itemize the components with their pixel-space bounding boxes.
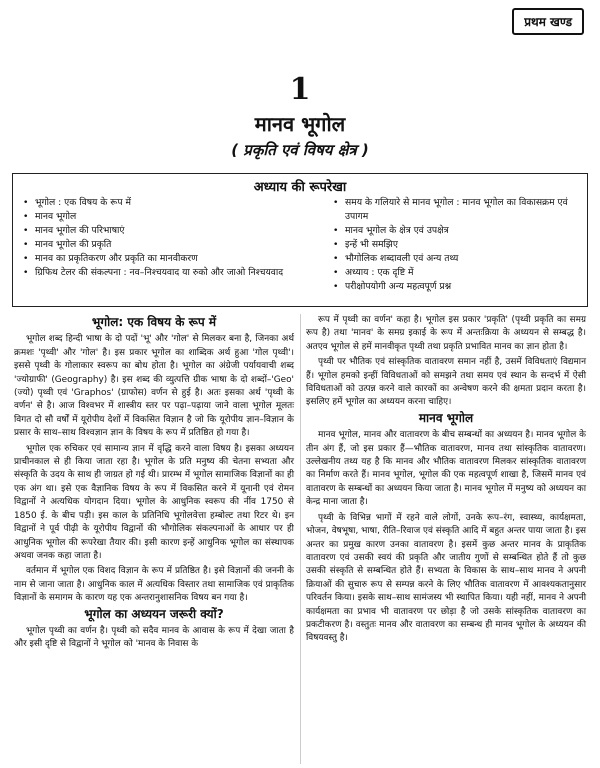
outline-item: • समय के गलियारे से मानव भूगोल : मानव भूगोल का विकासक्रम एवं उपागम (331, 196, 579, 224)
paragraph: रूप में पृथ्वी का वर्णन' कहा है। भूगोल इस प्रकार 'प्रकृति' (पृथ्वी प्रकृति का समग्र रूप है) तथा 'मानव' के समग्र इकाई के रूप में अन्तःक्रिया के अध्ययन से सम्बद्ध है। अतएव भूगोल से हमें मानवीकृत पृथ्वी तथा प्रकृति प्रभावित मानव का ज्ञान होता है। (306, 315, 586, 352)
paragraph: भूगोल पृथ्वी का वर्णन है। पृथ्वी को सदैव मानव के आवास के रूप में देखा जाता है और इसी दृष्टि से विद्वानों ने भूगोल को 'मानव के निवास के (14, 625, 294, 650)
outline-item: • इन्हें भी समझिए (331, 238, 579, 252)
section-heading: भूगोल का अध्ययन जरूरी क्यों? (84, 606, 224, 621)
outline-item: • मानव भूगोल की परिभाषाएं (21, 224, 321, 238)
paragraph: वर्तमान में भूगोल एक विशद विज्ञान के रूप में प्रतिष्ठित है। इसे विज्ञानों की जननी के नाम से जाना जाता है। आधुनिक काल में अत्यधिक विस्तार तथा सामाजिक एवं प्राकृतिक विज्ञानों के समागम के कारण यह एक अन्तरानुशासनिक विषय बन गया है। (14, 566, 294, 604)
paragraph: भूगोल शब्द हिन्दी भाषा के दो पदों 'भू' और 'गोल' से मिलकर बना है, जिनका अर्थ क्रमशः 'पृथ्वी' और 'गोल' है। इस प्रकार भूगोल का शाब्दिक अर्थ हुआ 'गोल पृथ्वी'। इससे पृथ्वी के गोलाकार स्वरूप का बोध होता है। भूगोल का अंग्रेजी पर्यायवाची शब्द 'ज्योग्राफी' (Geography) है। इस शब्द की व्युत्पत्ति ग्रीक भाषा के दो शब्दों–'Geo' (ज्यो) पृथ्वी एवं 'Graphos' (ग्राफोस) वर्णन से हुई है। अतः इसका अर्थ 'पृथ्वी के वर्णन' से है। आज विश्वभर में शास्त्रीय स्तर पर पढ़ा–पढ़ाया जाने वाला भूगोल मूलतः विगत दो सौ वर्षों में यूरोपीय देशों में विकसित विज्ञान है जो कि यूरोपीय ज्ञान–विज्ञान के प्रसार के साथ–साथ विश्वज्ञान ज्ञान के विषय के रूप में प्रतिष्ठित हो गया है। (14, 334, 294, 439)
section-heading: मानव भूगोल (418, 410, 474, 425)
chapter-title: मानव भूगोल (254, 112, 346, 136)
outline-item: • भूगोल : एक विषय के रूप में (21, 196, 321, 210)
paragraph: पृथ्वी पर भौतिक एवं सांस्कृतिक वातावरण समान नहीं है, उसमें विविधताएं विद्यमान हैं। भूगोल हमको इन्हीं विविधताओं को समझने तथा समय एवं स्थान के सन्दर्भ में ऐसी विविधताओं को उत्पन्न करने वाले कारकों का अन्वेषण करने की क्षमता प्रदान करता है। इसलिए हमें भूगोल का अध्ययन करना चाहिए। (306, 357, 586, 408)
outline-item: • मानव भूगोल के क्षेत्र एवं उपक्षेत्र (331, 224, 579, 238)
paragraph: पृथ्वी के विभिन्न भागों में रहने वाले लोगों, उनके रूप–रंग, स्वास्थ्य, कार्यक्षमता, भोजन, वेषभूषा, भाषा, रीति–रिवाज एवं संस्कृति आदि में बहुत अन्तर पाया जाता है। इस अन्तर का प्रमुख कारण उनका वातावरण है। इसमें कुछ अन्तर मानव के प्राकृतिक वातावरण एवं उसकी स्वयं की प्रकृति और जातीय गुणों से सम्बन्धित होते हैं तो कुछ उसकी संस्कृति से सम्बन्धित होते हैं। सभ्यता के विकास के साथ–साथ मानव ने अपनी क्रियाओं की सुचारु रूप से सम्पन्न करने के लिए भौतिक वातावरण में आवश्यकतानुसार परिवर्तन किया। इसके साथ–साथ सामंजस्य भी स्थापित किया। यही नहीं, मानव ने अपनी कार्यक्षमता का प्रभाव भी वातावरण पर छोड़ा है जो उसके सांस्कृतिक वातावरण का प्रकटीकरण है। वस्तुतः मानव और वातावरण का सम्बन्ध ही मानव भूगोल के अध्ययन की विषयवस्तु है। (306, 512, 586, 644)
chapter-subtitle: ( प्रकृति एवं विषय क्षेत्र ) (231, 141, 369, 159)
paragraph: मानव भूगोल, मानव और वातावरण के बीच सम्बन्धों का अध्ययन है। मानव भूगोल के तीन अंग हैं, जो इस प्रकार हैं—भौतिक वातावरण, मानव तथा सांस्कृतिक वातावरण। उल्लेखनीय तथ्य यह है कि मानव और भौतिक वातावरण मिलकर सांस्कृतिक वातावरण का निर्माण करते हैं। मानव भूगोल, भूगोल की एक महत्वपूर्ण शाखा है, जिसमें मानव एवं वातावरण के सम्बन्धों का अध्ययन किया जाता है। मानव भूगोल में मनुष्य को अध्ययन का केन्द्र माना जाता है। (306, 430, 586, 508)
section-heading: भूगोल: एक विषय के रूप में (91, 315, 217, 329)
outline-item: • परीक्षोपयोगी अन्य महत्वपूर्ण प्रश्न (331, 280, 579, 294)
chapter-number: 1 (289, 72, 311, 107)
column-divider (300, 314, 301, 764)
outline-right-list (331, 196, 579, 294)
paragraph: भूगोल एक रुचिकर एवं सामान्य ज्ञान में वृद्धि करने वाला विषय है। इसका अध्ययन प्राचीनकाल से ही किया जाता रहा है। भूगोल के प्रति मनुष्य की चेतना सभ्यता और संस्कृति के उदय के साथ ही जाग्रत हो गई थी। प्रारम्भ में भूगोल सामाजिक विज्ञानों का ही एक अंग था। इसे एक वैज्ञानिक विषय के रूप में विकसित करने में यूनानी एवं रोमन विद्वानों ने अत्यधिक योगदान दिया। भूगोल के आधुनिक स्वरूप की नींव 1750 से 1850 ई. के बीच पड़ी। इस काल के प्रतिनिधि भूगोलवेत्ता हम्बोल्ट तथा रिटर थे। इन विद्वानों ने पूर्व पीढ़ी के यूरोपीय विद्वानों की भौगोलिक संकल्पनाओं के आधार पर ही आधुनिक भूगोल की रूपरेखा तैयार की। इसी कारण इन्हें आधुनिक भूगोल का संस्थापक अथवा जनक कहा जाता है। (14, 443, 294, 561)
outline-title: अध्याय की रूपरेखा (253, 180, 347, 195)
left-column (14, 314, 294, 654)
outline-item: • मानव भूगोल की प्रकृति (21, 238, 321, 252)
chapter-outline-box (12, 173, 588, 307)
outline-item: • अध्याय : एक दृष्टि में (331, 266, 579, 280)
right-column (306, 314, 586, 648)
outline-item: • मानव का प्रकृतिकरण और प्रकृति का मानवीकरण (21, 252, 321, 266)
section-badge: प्रथम खण्ड (512, 8, 584, 35)
outline-left-list (21, 196, 321, 294)
outline-item: • ग्रिफिथ टेलर की संकल्पना : नव–निश्चयवाद या रुको और जाओ निश्चयवाद (21, 266, 321, 280)
outline-item: • मानव भूगोल (21, 210, 321, 224)
outline-item: • भौगोलिक शब्दावली एवं अन्य तथ्य (331, 252, 579, 266)
